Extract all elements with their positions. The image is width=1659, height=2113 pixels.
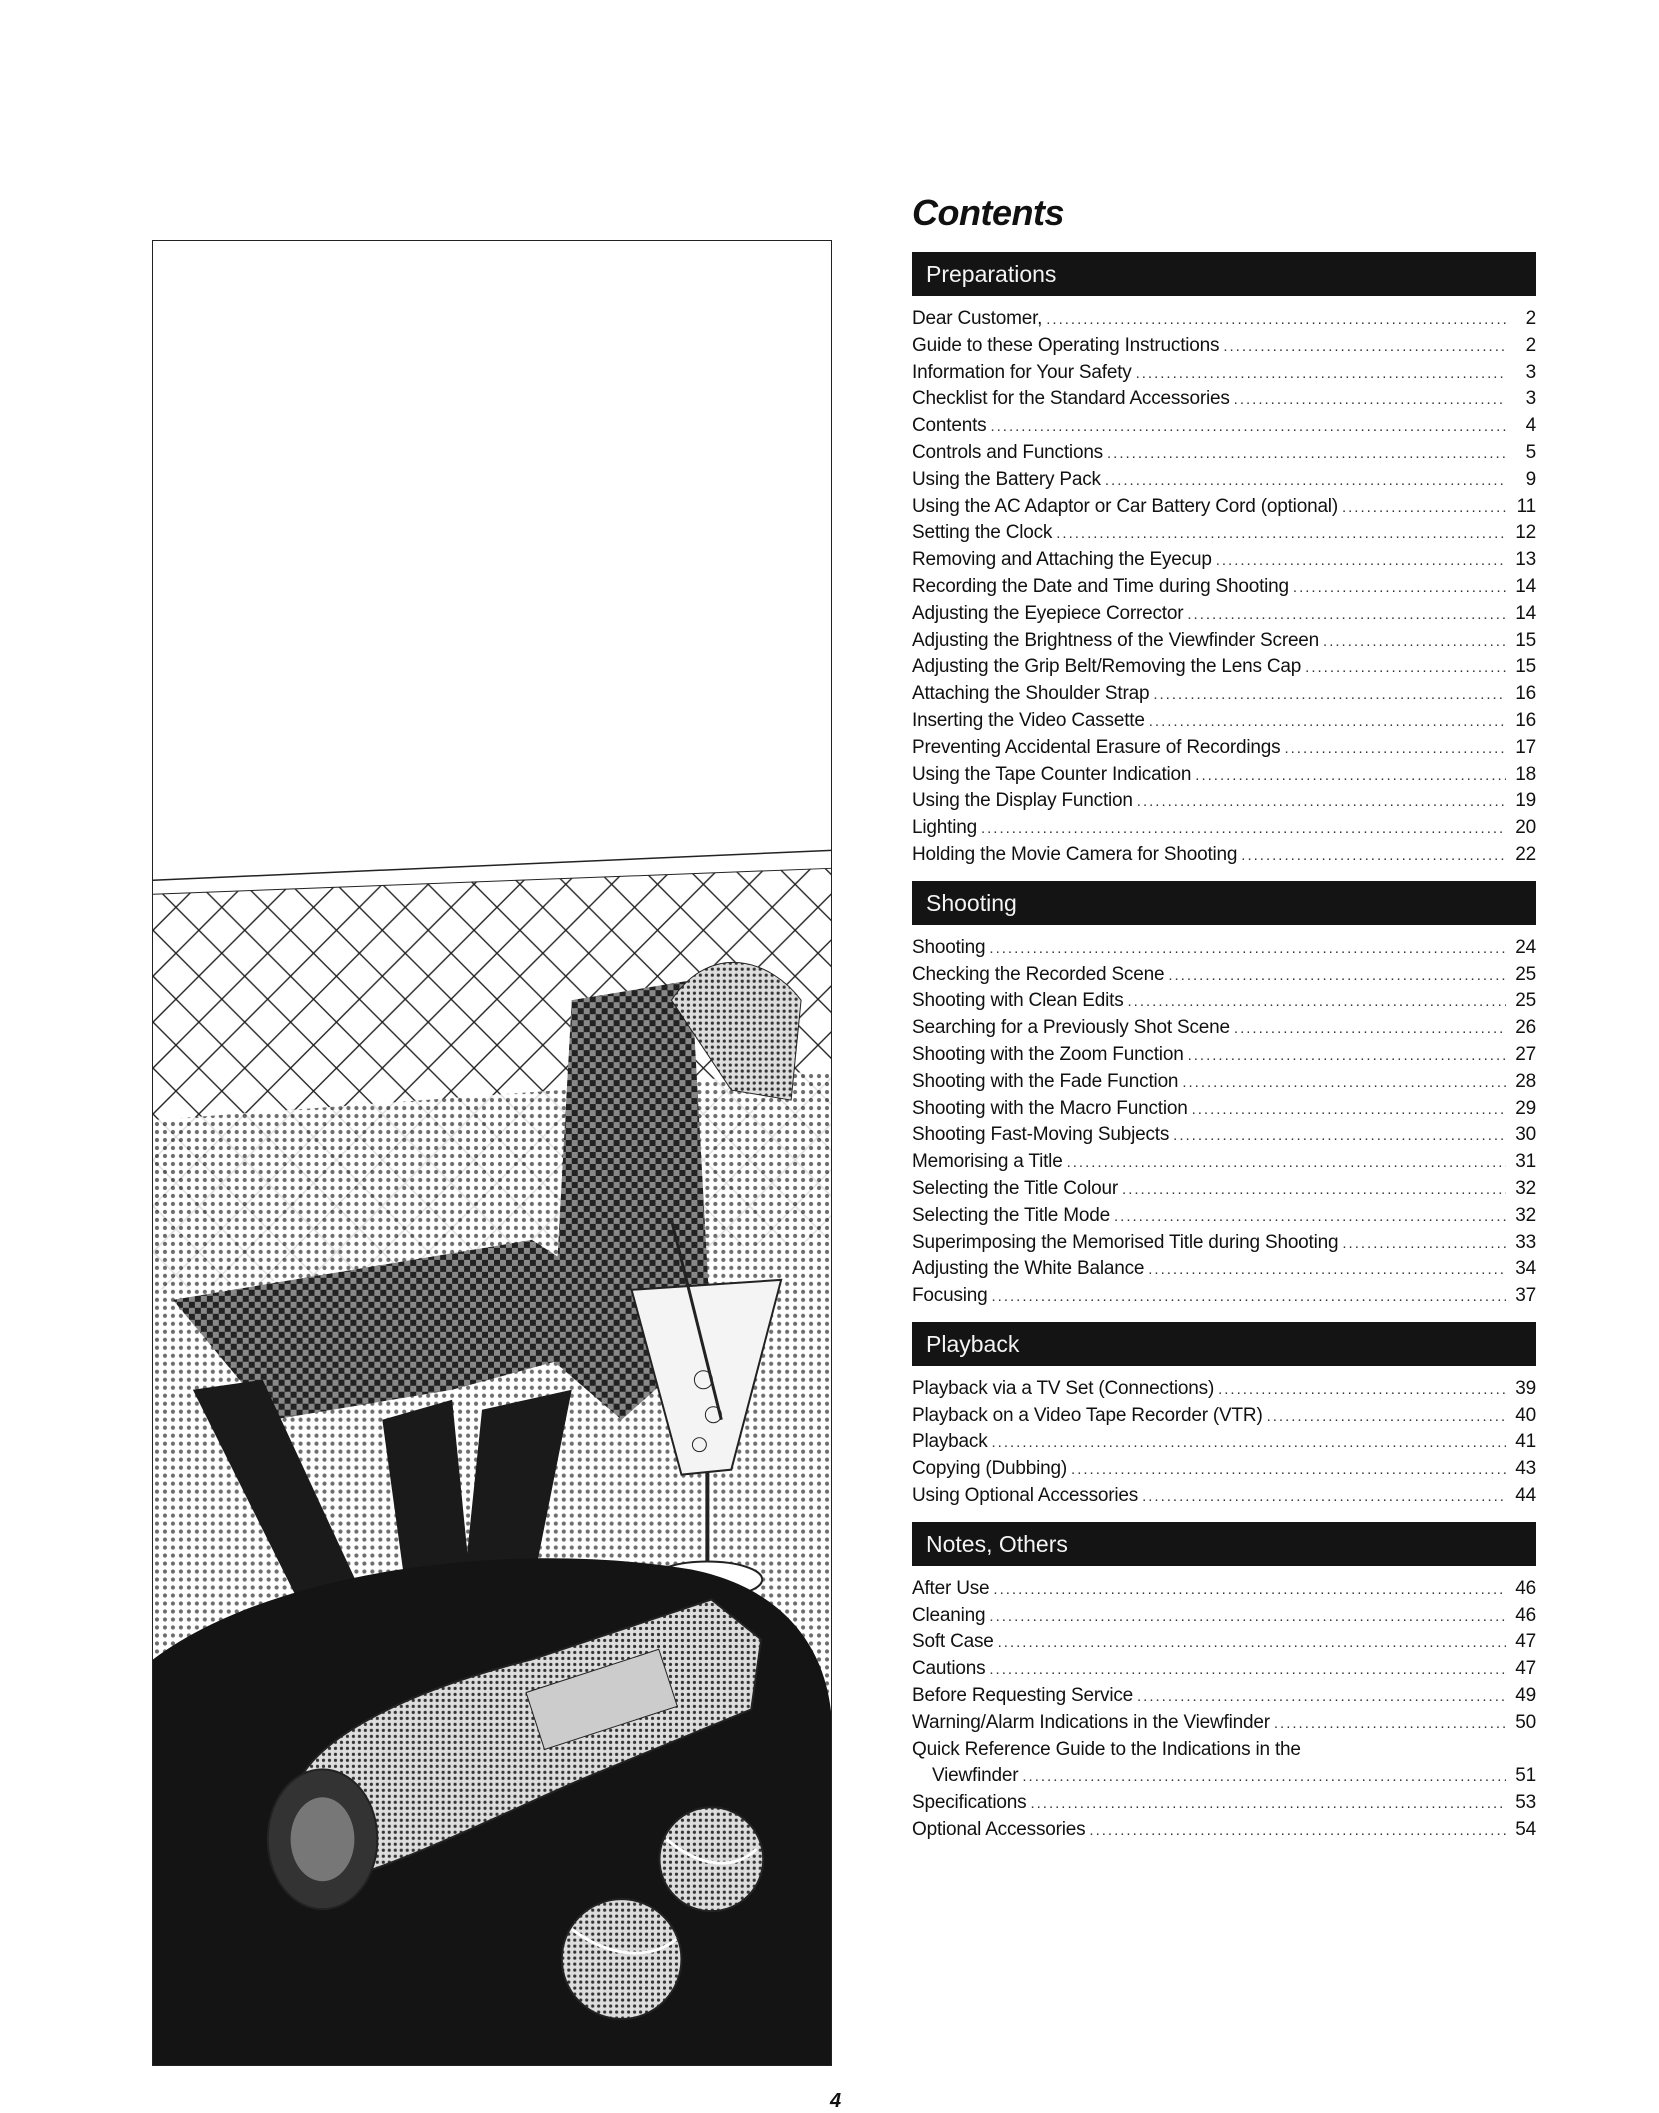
toc-entry-title: Checking the Recorded Scene: [912, 963, 1165, 985]
toc-section: [912, 881, 1536, 1310]
toc-leader-dots: [998, 1630, 1506, 1657]
toc-entry: [912, 413, 1536, 440]
toc-entry-page: 30: [1515, 1124, 1536, 1146]
toc-leader-dots: [1136, 361, 1506, 388]
toc-leader-dots: [1241, 843, 1506, 870]
toc-entry-page: 14: [1515, 602, 1536, 624]
toc-entry: [912, 1096, 1536, 1123]
toc-entry-title: Specifications: [912, 1792, 1027, 1814]
toc-entry: [912, 1403, 1536, 1430]
toc-entry-page: 28: [1515, 1070, 1536, 1092]
toc-leader-dots: [1128, 989, 1506, 1016]
toc-leader-dots: [1218, 1377, 1506, 1404]
toc-entry-title: Playback: [912, 1431, 988, 1453]
toc-leader-dots: [1305, 655, 1506, 682]
toc-entry-page: 19: [1515, 790, 1536, 812]
toc-entry: [912, 815, 1536, 842]
toc-entry-page: 11: [1516, 495, 1536, 517]
toc-leader-dots: [1056, 521, 1506, 548]
toc-entry-page: 54: [1515, 1819, 1536, 1841]
toc-leader-dots: [1195, 763, 1506, 790]
toc-entry: [912, 574, 1536, 601]
toc-entry-title: Information for Your Safety: [912, 361, 1132, 383]
toc-entry-page: 47: [1515, 1631, 1536, 1653]
toc-entry-title: After Use: [912, 1577, 990, 1599]
toc-entry: [912, 1283, 1536, 1310]
toc-entry-page: 3: [1525, 361, 1536, 383]
toc-entry-title: Using Optional Accessories: [912, 1485, 1139, 1507]
toc-leader-dots: [1342, 1231, 1506, 1258]
toc-entry: [912, 1456, 1536, 1483]
toc-entry: [912, 988, 1536, 1015]
toc-entry-title: Playback via a TV Set (Connections): [912, 1377, 1215, 1399]
toc-entry: [912, 1483, 1536, 1510]
toc-entry-page: 51: [1515, 1765, 1536, 1787]
toc-entry-title: Memorising a Title: [912, 1151, 1063, 1173]
toc-leader-dots: [1142, 1484, 1506, 1511]
toc-entry-page: 29: [1515, 1097, 1536, 1119]
toc-leader-dots: [1223, 334, 1506, 361]
toc-entry-title: Contents: [912, 415, 987, 437]
toc-sections: [912, 252, 1536, 1844]
toc-entry: [912, 1737, 1536, 1764]
toc-entry-page: 26: [1515, 1017, 1536, 1039]
toc-entry-title: Preventing Accidental Erasure of Recordings: [912, 736, 1281, 758]
toc-entry-title: Adjusting the White Balance: [912, 1258, 1145, 1280]
toc-entry: [912, 735, 1536, 762]
toc-entry-page: 46: [1515, 1604, 1536, 1626]
camcorder-illustration: [152, 240, 832, 2066]
toc-entry-title: Using the AC Adaptor or Car Battery Cord (optional): [912, 495, 1338, 517]
toc-entry: [912, 306, 1536, 333]
toc-entry-title: Adjusting the Grip Belt/Removing the Lens Cap: [912, 656, 1302, 678]
toc-leader-dots: [993, 1577, 1506, 1604]
toc-entry: [912, 440, 1536, 467]
toc-entry-page: 9: [1525, 468, 1536, 490]
toc-entry: [912, 1763, 1536, 1790]
toc-entry-title: Focusing: [912, 1285, 988, 1307]
toc-entry: [912, 1176, 1536, 1203]
toc-entry-page: 32: [1515, 1204, 1536, 1226]
toc-entry-title: Attaching the Shoulder Strap: [912, 683, 1150, 705]
toc-entry-page: 4: [1525, 415, 1536, 437]
toc-leader-dots: [1114, 1204, 1506, 1231]
toc-entry: [912, 1376, 1536, 1403]
toc-leader-dots: [1149, 709, 1506, 736]
toc-entry-page: 47: [1515, 1658, 1536, 1680]
page-title: Contents: [912, 192, 1064, 233]
toc-entry-title: Shooting Fast-Moving Subjects: [912, 1124, 1170, 1146]
toc-entry: [912, 654, 1536, 681]
toc-leader-dots: [989, 936, 1506, 963]
toc-leader-dots: [1022, 1764, 1506, 1791]
illustration-drawing: [153, 241, 831, 2065]
toc-entry: [912, 842, 1536, 869]
toc-entry: [912, 1203, 1536, 1230]
toc-entry: [912, 1710, 1536, 1737]
toc-entry-title: Searching for a Previously Shot Scene: [912, 1017, 1230, 1039]
toc-entry: [912, 708, 1536, 735]
toc-entry-title: Selecting the Title Mode: [912, 1204, 1110, 1226]
toc-entry: [912, 520, 1536, 547]
toc-entry-title: Before Requesting Service: [912, 1685, 1134, 1707]
toc-entry-page: 13: [1515, 549, 1536, 571]
toc-entry: [912, 1069, 1536, 1096]
toc-entry-title: Selecting the Title Colour: [912, 1177, 1119, 1199]
toc-leader-dots: [1137, 1684, 1506, 1711]
toc-entry-page: 40: [1515, 1404, 1536, 1426]
toc-entry: [912, 1042, 1536, 1069]
contents-column: [912, 190, 1536, 1856]
section-header: Notes, Others: [912, 1522, 1536, 1566]
toc-leader-dots: [989, 1604, 1506, 1631]
toc-section: [912, 1322, 1536, 1510]
toc-leader-dots: [1293, 575, 1506, 602]
toc-leader-dots: [1168, 963, 1506, 990]
toc-entry: [912, 386, 1536, 413]
toc-entry-title: Optional Accessories: [912, 1819, 1086, 1841]
toc-leader-dots: [1187, 602, 1506, 629]
toc-leader-dots: [1089, 1818, 1506, 1845]
toc-entry-page: 31: [1515, 1151, 1536, 1173]
toc-entry: [912, 1656, 1536, 1683]
toc-entry-title: Lighting: [912, 817, 977, 839]
toc-section: [912, 1522, 1536, 1844]
toc-entry-title: Removing and Attaching the Eyecup: [912, 549, 1212, 571]
toc-leader-dots: [1234, 1016, 1506, 1043]
toc-leader-dots: [1274, 1711, 1506, 1738]
toc-entry-title: Guide to these Operating Instructions: [912, 334, 1220, 356]
toc-leader-dots: [992, 1284, 1507, 1311]
toc-entry-page: 5: [1525, 441, 1536, 463]
toc-entry-page: 50: [1515, 1711, 1536, 1733]
toc-entry: [912, 1149, 1536, 1176]
toc-leader-dots: [1105, 468, 1506, 495]
toc-entry-title: Recording the Date and Time during Shooting: [912, 575, 1289, 597]
toc-leader-dots: [1071, 1457, 1506, 1484]
toc-entry: [912, 360, 1536, 387]
toc-entry: [912, 333, 1536, 360]
toc-entry-title: Shooting: [912, 936, 986, 958]
toc-leader-dots: [1192, 1097, 1506, 1124]
toc-leader-dots: [1148, 1257, 1506, 1284]
toc-entry-page: 27: [1515, 1043, 1536, 1065]
toc-leader-dots: [1234, 387, 1506, 414]
toc-leader-dots: [989, 1657, 1506, 1684]
toc-leader-dots: [1030, 1791, 1506, 1818]
toc-entry-title: Shooting with Clean Edits: [912, 990, 1124, 1012]
toc-leader-dots: [1067, 1150, 1506, 1177]
toc-entry-page: 16: [1515, 683, 1536, 705]
toc-entry-title: Setting the Clock: [912, 522, 1053, 544]
toc-entry-title: Shooting with the Macro Function: [912, 1097, 1188, 1119]
section-header: Preparations: [912, 252, 1536, 296]
toc-entry-page: 15: [1515, 629, 1536, 651]
toc-entry: [912, 788, 1536, 815]
toc-leader-dots: [1188, 1043, 1506, 1070]
toc-leader-dots: [1323, 629, 1506, 656]
toc-leader-dots: [1182, 1070, 1506, 1097]
toc-entry-page: 25: [1515, 963, 1536, 985]
section-header: Shooting: [912, 881, 1536, 925]
toc-entry: [912, 1603, 1536, 1630]
toc-entry: [912, 1817, 1536, 1844]
toc-entry-page: 18: [1515, 763, 1536, 785]
toc-leader-dots: [1046, 307, 1506, 334]
toc-leader-dots: [1342, 495, 1506, 522]
toc-entry-page: 49: [1515, 1685, 1536, 1707]
toc-entry: [912, 1122, 1536, 1149]
toc-entry-page: 32: [1515, 1177, 1536, 1199]
toc-entry-title: Inserting the Video Cassette: [912, 709, 1145, 731]
toc-entry-page: 2: [1525, 308, 1536, 329]
toc-entry-title: Quick Reference Guide to the Indications in the: [912, 1738, 1301, 1760]
toc-section: [912, 252, 1536, 869]
toc-entry-title: Soft Case: [912, 1631, 994, 1653]
toc-entry: [912, 1683, 1536, 1710]
toc-entry-page: 12: [1515, 522, 1536, 544]
toc-entry-page: 2: [1525, 334, 1536, 356]
toc-entry-page: 17: [1515, 736, 1536, 758]
toc-entry-title: Using the Battery Pack: [912, 468, 1101, 490]
toc-entry-title: Shooting with the Fade Function: [912, 1070, 1179, 1092]
toc-entry-page: 44: [1515, 1485, 1536, 1507]
toc-entry: [912, 601, 1536, 628]
toc-entry-page: 46: [1515, 1577, 1536, 1599]
toc-leader-dots: [1216, 548, 1506, 575]
toc-entry-page: 41: [1515, 1431, 1536, 1453]
toc-entry: [912, 935, 1536, 962]
toc-entry: [912, 628, 1536, 655]
toc-entry-page: 34: [1515, 1258, 1536, 1280]
toc-entry-title: Checklist for the Standard Accessories: [912, 388, 1230, 410]
toc-entry-title: Shooting with the Zoom Function: [912, 1043, 1184, 1065]
toc-entry-page: 14: [1515, 575, 1536, 597]
toc-entry: [912, 494, 1536, 521]
toc-leader-dots: [1122, 1177, 1506, 1204]
toc-entry-page: 53: [1515, 1792, 1536, 1814]
toc-entry: [912, 762, 1536, 789]
toc-entry-page: 43: [1515, 1458, 1536, 1480]
toc-entry: [912, 1790, 1536, 1817]
toc-entry-title: Holding the Movie Camera for Shooting: [912, 843, 1238, 865]
toc-entry-page: 37: [1515, 1285, 1536, 1307]
toc-entry-title: Playback on a Video Tape Recorder (VTR): [912, 1404, 1263, 1426]
toc-leader-dots: [992, 1430, 1507, 1457]
toc-entry: [912, 1429, 1536, 1456]
toc-entry-page: 16: [1515, 709, 1536, 731]
toc-entry-page: 25: [1515, 990, 1536, 1012]
toc-entry-title: Superimposing the Memorised Title during Shooting: [912, 1231, 1339, 1253]
toc-entry-page: 20: [1515, 817, 1536, 839]
toc-leader-dots: [1284, 736, 1506, 763]
toc-entry: [912, 467, 1536, 494]
toc-entry: [912, 1576, 1536, 1603]
toc-entry-title: Copying (Dubbing): [912, 1458, 1068, 1480]
toc-leader-dots: [1267, 1404, 1506, 1431]
toc-entry-page: 33: [1515, 1231, 1536, 1253]
toc-leader-dots: [990, 414, 1506, 441]
toc-entry: [912, 1230, 1536, 1257]
toc-entry-title: Viewfinder: [932, 1765, 1019, 1787]
toc-entry-title: Adjusting the Eyepiece Corrector: [912, 602, 1184, 624]
toc-leader-dots: [1173, 1123, 1506, 1150]
toc-entry-title: Using the Display Function: [912, 790, 1133, 812]
toc-entry-title: Cleaning: [912, 1604, 986, 1626]
toc-entry-title: Adjusting the Brightness of the Viewfinder Screen: [912, 629, 1320, 651]
page-number: 4: [830, 2090, 842, 2112]
toc-leader-dots: [981, 816, 1506, 843]
toc-leader-dots: [1107, 441, 1506, 468]
toc-entry-page: 22: [1515, 843, 1536, 865]
toc-entry: [912, 547, 1536, 574]
toc-entry: [912, 1015, 1536, 1042]
toc-leader-dots: [1153, 682, 1506, 709]
toc-entry-title: Cautions: [912, 1658, 986, 1680]
toc-entry: [912, 1629, 1536, 1656]
toc-entry-title: Warning/Alarm Indications in the Viewfinder: [912, 1711, 1270, 1733]
toc-entry-page: 39: [1515, 1377, 1536, 1399]
toc-entry-title: Controls and Functions: [912, 441, 1103, 463]
toc-entry-title: Dear Customer,: [912, 308, 1043, 329]
toc-entry-page: 24: [1515, 936, 1536, 958]
toc-leader-dots: [1137, 789, 1506, 816]
toc-entry: [912, 681, 1536, 708]
toc-entry: [912, 1256, 1536, 1283]
toc-entry: [912, 962, 1536, 989]
toc-entry-page: 15: [1515, 656, 1536, 678]
toc-entry-title: Using the Tape Counter Indication: [912, 763, 1192, 785]
section-header: Playback: [912, 1322, 1536, 1366]
toc-entry-page: 3: [1525, 388, 1536, 410]
